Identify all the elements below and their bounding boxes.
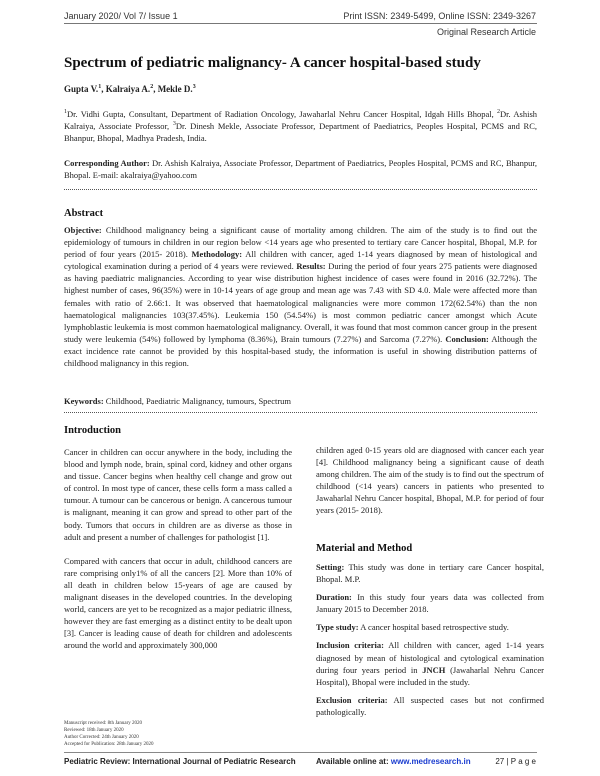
footer-rule bbox=[64, 752, 537, 753]
exclusion-text bbox=[316, 694, 544, 718]
affiliation-3: Dr. Dinesh Mekle, Associate Professor, Department of Paediatrics, Peoples Hospital, PCMS and RC, Bhanpur, Bhopal, Madhya Pradesh, India. bbox=[64, 121, 538, 143]
objective-text: Childhood malignancy being a significant cause of mortality among children. The aim of the study is to find out the epidemiology of tumours in children in our region below <14 years age who presented to tertiary care Cancer hospital, Bhopal, M.P. for period of four years (2015- 2018). bbox=[64, 225, 537, 260]
inclusion-value-2: (Jawaharlal Nehru Cancer Hospital), Bhopal were included in the study. bbox=[316, 664, 544, 687]
type-value: A cancer hospital based retrospective study. bbox=[360, 622, 509, 633]
inclusion-jnch: JNCH bbox=[422, 664, 446, 675]
conclusion-label: Conclusion: bbox=[445, 333, 489, 344]
exclusion-value: All suspected cases but not confirmed pathologically. bbox=[316, 694, 545, 717]
author-mark: 2 bbox=[150, 84, 154, 90]
author-name: Gupta V. bbox=[64, 84, 99, 94]
issn-info: Print ISSN: 2349-5499, Online ISSN: 2349-3267 bbox=[343, 11, 536, 21]
setting-value: This study was done in tertiary care Cancer hospital, Bhopal. M.P. bbox=[316, 562, 544, 585]
intro-paragraph-3: children aged 0-15 years old are diagnosed with cancer each year [4]. Childhood malignancy being a significant cause of death among children. The aim of the study is to find out the spectrum of childhood (<14 years) cancers in patients who presented to Jawaharlal Nehru Cancer hospital, Bhopal, M.P. for period of four years (2015- 2018). bbox=[316, 445, 544, 516]
keywords-text: Childhood, Paediatric Malignancy, tumours, Spectrum bbox=[105, 396, 292, 406]
inclusion-label: Inclusion criteria: bbox=[316, 640, 384, 651]
methods-heading: Material and Method bbox=[316, 543, 413, 554]
issue-info: January 2020/ Vol 7/ Issue 1 bbox=[64, 11, 178, 21]
corresponding-author bbox=[64, 157, 537, 181]
note-corrected: Author Corrected: 24th January 2020 bbox=[64, 735, 139, 740]
note-accepted: Accepted for Publication: 28th January 2020 bbox=[64, 742, 154, 747]
author-name: Kalraiya A. bbox=[105, 84, 151, 94]
inclusion-text bbox=[316, 639, 544, 687]
intro-paragraph-2: Compared with cancers that occur in adult, childhood cancers are rare comprising only1% of all the cancers [2]. More than 10% of all death in children below 15-years of age are caused by malignant diseases in the developed countries. In the developing world, cancers are yet to be recognized as a major pediatric illness, however they are fast emerging as a distinct entity to be dealt upon [3]. Cancer is leading cause of death for children and adolescents around the world and approximately 300,000 bbox=[64, 555, 292, 651]
corresponding-label: Corresponding Author: bbox=[64, 158, 150, 168]
affiliation-mark: 3 bbox=[172, 121, 176, 128]
corresponding-text: Dr. Ashish Kalraiya, Associate Professor, Department of Paediatrics, Peoples Hospital, PCMS and RC, Bhanpur, Bhopal. E-mail: akalraiya@yahoo.com bbox=[64, 158, 537, 180]
type-label: Type study: bbox=[316, 622, 359, 633]
setting-text bbox=[316, 561, 544, 585]
methodology-label: Methodology: bbox=[191, 249, 243, 260]
section-divider bbox=[64, 189, 537, 190]
affiliation-1: Dr. Vidhi Gupta, Consultant, Department of Radiation Oncology, Jawaharlal Nehru Cancer Hospital, Idgah Hills Bhopal, bbox=[67, 109, 494, 119]
type-text bbox=[316, 621, 544, 633]
intro-column-right bbox=[316, 444, 544, 517]
author-mark: 3 bbox=[192, 84, 196, 90]
results-text: During the period of four years 275 patients were diagnosed as having paediatric malignancies. According to year wise distribution highest incidence of cases were found in 2016 (32.72%). The highest number of cases, 96(35%) were in 10-14 years of age group and mean age was 7.43 with SD 4.0. Male were affected more than females with ratio of 2.66:1. It was observed that haematological malignancies were more common 172(62.54%) than the non haematological malignancies 103(37.45%). Leukemia 150 (54.54%) is most common pediatric cancer amongst which Acute lymphoblastic leukemia is most common haematological malignancy. Overall, it was found that most common cancer group in the present study were leukemia (54%) followed by lymphoma (8.36%), Brain tumours (7.27%) and Sarcoma (7.27%). bbox=[64, 261, 538, 344]
methods-column bbox=[316, 561, 544, 718]
keywords-label: Keywords: bbox=[64, 396, 104, 406]
section-divider bbox=[64, 412, 537, 413]
affiliations bbox=[64, 108, 537, 144]
intro-paragraph-1: Cancer in children can occur anywhere in the body, including the blood and lymph node, brain, spinal cord, kidney and other organs and tissue. Cancer begins when healthy cell change and grow out of control. In most type of cancer, these cells form a mass called a tumour. A tumour can be cancerous or benign. A cancerous tumour is malignant, meaning it can grow and spread to other part of the body. Tumors that occurs in children are as diverse as those in adult and present a number of challenges for pathologist [1]. bbox=[64, 447, 292, 542]
abstract-heading: Abstract bbox=[64, 208, 104, 219]
author-mark: 1 bbox=[98, 84, 102, 90]
duration-value: In this study four years data was collected from January 2015 to December 2018. bbox=[316, 592, 544, 615]
author-list: Gupta V.$^1$, Kalraiya A.$^2$, Mekle D.$^3$ bbox=[64, 84, 196, 94]
footer-journal: Pediatric Review: International Journal of Pediatric Research bbox=[64, 757, 296, 766]
setting-label: Setting: bbox=[316, 562, 345, 572]
affiliation-mark: 1 bbox=[64, 109, 67, 116]
note-received: Manuscript received: 8th January 2020 bbox=[64, 721, 143, 726]
article-type: Original Research Article bbox=[436, 27, 536, 37]
manuscript-notes bbox=[64, 720, 154, 748]
conclusion-text: Although the exact incidence rate cannot be provided by this hospital-based study, the information is useful in showing distribution patterns of childhood malignancy in this region. bbox=[64, 333, 537, 369]
results-label: Results: bbox=[296, 261, 326, 272]
affiliation-2: Dr. Ashish Kalraiya, Associate Professor, bbox=[64, 109, 538, 131]
author-name: Mekle D. bbox=[157, 84, 193, 94]
footer-online bbox=[316, 757, 471, 766]
introduction-heading: Introduction bbox=[64, 425, 121, 436]
objective-label: Objective: bbox=[64, 225, 102, 235]
methodology-text: All children with cancer, aged 1-14 years diagnosed by mean of histological and cytological examination during a period of 4 years were reviewed. bbox=[64, 249, 538, 272]
online-label: Available online at: bbox=[316, 757, 389, 766]
abstract-body bbox=[64, 224, 537, 369]
note-reviewed: Reviewed: 18th January 2020 bbox=[64, 728, 124, 733]
article-title: Spectrum of pediatric malignancy- A cancer hospital-based study bbox=[64, 55, 481, 71]
header-rule bbox=[64, 23, 537, 24]
journal-url-link[interactable]: www.medresearch.in bbox=[390, 757, 471, 766]
duration-label: Duration: bbox=[316, 592, 352, 603]
keywords bbox=[64, 395, 537, 407]
page-number: 27 | P a g e bbox=[495, 757, 536, 766]
intro-column-left bbox=[64, 446, 292, 652]
exclusion-label: Exclusion criteria: bbox=[316, 694, 388, 705]
duration-text bbox=[316, 591, 544, 615]
inclusion-value: All children with cancer, aged 1-14 years diagnosed by mean of histological and cytological examination during four years period in bbox=[316, 640, 544, 675]
affiliation-mark: 2 bbox=[497, 109, 501, 116]
